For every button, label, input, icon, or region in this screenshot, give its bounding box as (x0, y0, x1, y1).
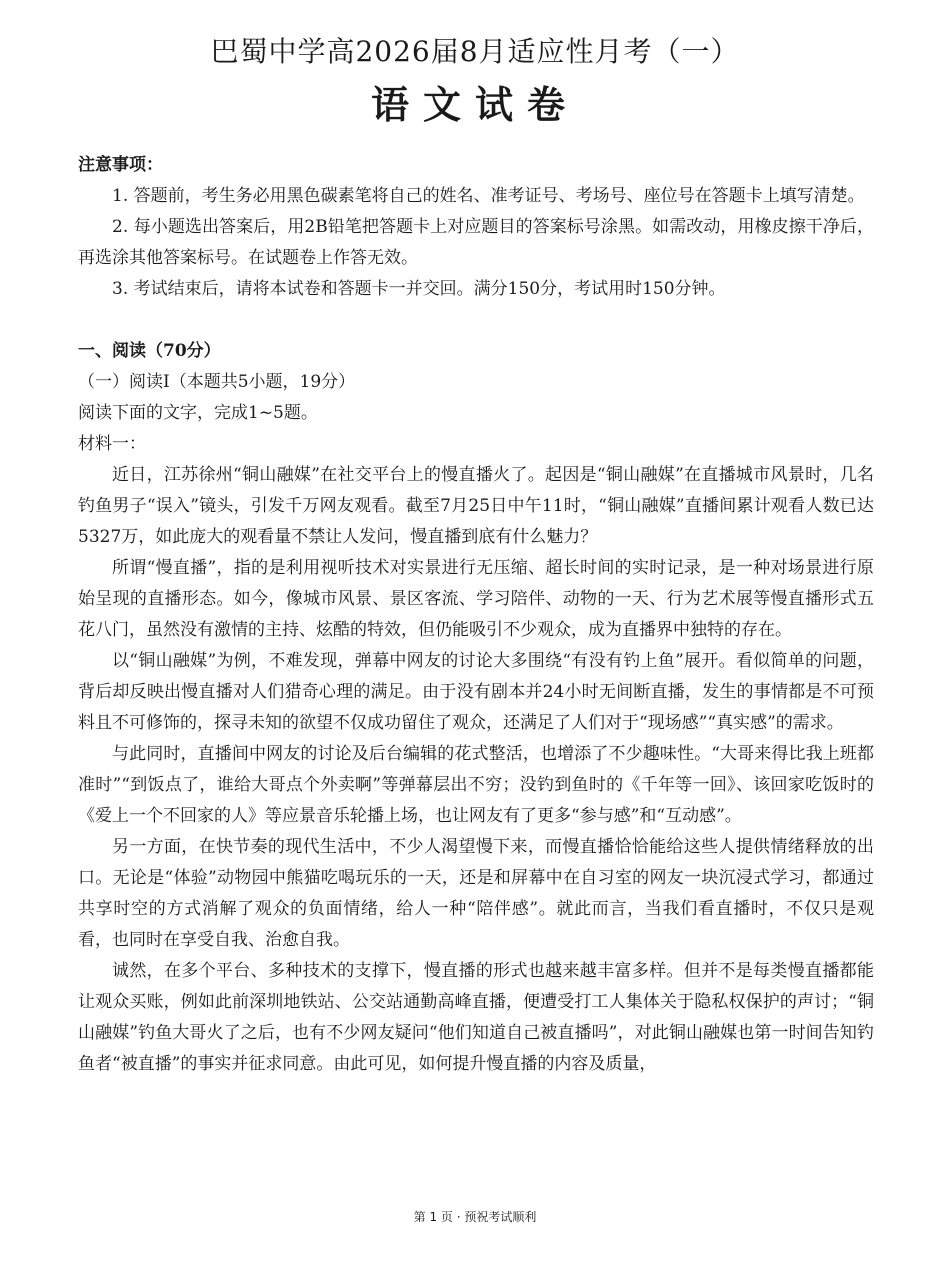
section-heading: 一、阅读（70分） (78, 341, 221, 361)
article-paragraph: 所谓“慢直播”，指的是利用视听技术对实景进行无压缩、超长时间的实时记录，是一种对场景进行原始呈现的直播形态。如今，像城市风景、景区客流、学习陪伴、动物的一天、行为艺术展等慢直播形式五花八门，虽然没有激情的主持、炫酷的特效，但仍能吸引不少观众，成为直播界中独特的存在。 (78, 558, 874, 640)
page-footer: 第 1 页 · 预祝考试顺利 (413, 1210, 537, 1224)
article-paragraph: 与此同时，直播间中网友的讨论及后台编辑的花式整活，也增添了不少趣味性。“大哥来得比我上班都准时”“到饭点了，谁给大哥点个外卖啊”等弹幕层出不穷；没钓到鱼时的《千年等一回》、该回家吃饭时的《爱上一个不回家的人》等应景音乐轮播上场，也让网友有了更多“参与感”和“互动感”。 (78, 744, 874, 826)
sub-section-heading: （一）阅读Ⅰ（本题共5小题，19分） (78, 372, 356, 392)
material-label: 材料一： (78, 434, 146, 454)
reading-instruction: 阅读下面的文字，完成1~5题。 (78, 403, 318, 423)
subject-title: 语文试卷 (370, 82, 579, 127)
article-paragraph: 近日，江苏徐州“铜山融媒”在社交平台上的慢直播火了。起因是“铜山融媒”在直播城市风景时，几名钓鱼男子“误入”镜头，引发千万网友观看。截至7月25日中午11时，“铜山融媒”直播间累计观看人数已达5327万，如此庞大的观看量不禁让人发问，慢直播到底有什么魅力？ (78, 465, 874, 547)
exam-title: 巴蜀中学高2026届8月适应性月考（一） (210, 35, 740, 68)
notice-item: 2. 每小题选出答案后，用2B铅笔把答题卡上对应题目的答案标号涂黑。如需改动，用橡皮擦干净后，再选涂其他答案标号。在试题卷上作答无效。 (78, 217, 874, 268)
notice-item: 1. 答题前，考生务必用黑色碳素笔将自己的姓名、准考证号、考场号、座位号在答题卡上填写清楚。 (112, 186, 865, 206)
article-paragraph: 另一方面，在快节奏的现代生活中，不少人渴望慢下来，而慢直播恰恰能给这些人提供情绪释放的出口。无论是“体验”动物园中熊猫吃喝玩乐的一天，还是和屏幕中在自习室的网友一块沉浸式学习，都通过共享时空的方式消解了观众的负面情绪，给人一种“陪伴感”。就此而言，当我们看直播时，不仅只是观看，也同时在享受自我、治愈自我。 (78, 837, 874, 950)
article-paragraph: 诚然，在多个平台、多种技术的支撑下，慢直播的形式也越来越丰富多样。但并不是每类慢直播都能让观众买账，例如此前深圳地铁站、公交站通勤高峰直播，便遭受打工人集体关于隐私权保护的声讨；“铜山融媒”钓鱼大哥火了之后，也有不少网友疑问“他们知道自己被直播吗”，对此铜山融媒也第一时间告知钓鱼者“被直播”的事实并征求同意。由此可见，如何提升慢直播的内容及质量， (78, 961, 874, 1074)
page-content (78, 150, 874, 1080)
article-paragraph: 以“铜山融媒”为例，不难发现，弹幕中网友的讨论大多围绕“有没有钓上鱼”展开。看似简单的问题，背后却反映出慢直播对人们猎奇心理的满足。由于没有剧本并24小时无间断直播，发生的事情都是不可预料且不可修饰的，探寻未知的欲望不仅成功留住了观众，还满足了人们对于“现场感”“真实感”的需求。 (78, 651, 874, 733)
notice-item: 3. 考试结束后，请将本试卷和答题卡一并交回。满分150分，考试用时150分钟。 (112, 279, 726, 299)
spacer (78, 305, 874, 336)
notice-heading: 注意事项： (78, 155, 163, 175)
